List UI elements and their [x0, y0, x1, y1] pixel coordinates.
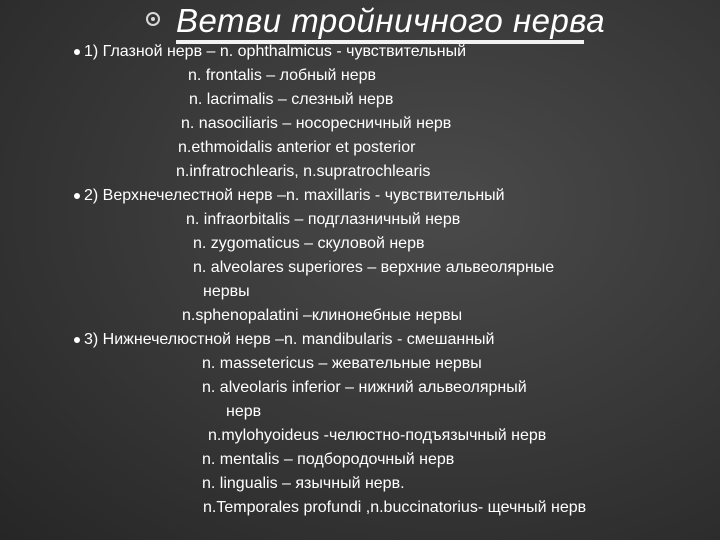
list-item: n.mylohyoideus -челюстно-подъязычный нерв: [208, 427, 547, 444]
list-item: n. nasociliaris – носоресничный нерв: [181, 115, 452, 132]
title-bullet-icon: [146, 12, 160, 26]
list-item: n. zygomaticus – скуловой нерв: [193, 235, 425, 252]
list-item: n.sphenopalatini –клинонебные нервы: [182, 307, 463, 324]
list-item: n.infratrochlearis, n.supratrochlearis: [176, 163, 431, 180]
branch-1-heading: 1) Глазной нерв – n. ophthalmicus - чувствительный: [84, 43, 467, 60]
list-item: n. frontalis – лобный нерв: [188, 67, 377, 84]
list-item: n.ethmoidalis anterior et posterior: [178, 139, 416, 156]
list-item: нерв: [226, 403, 262, 420]
list-item: нервы: [203, 283, 250, 300]
bullet-icon: [74, 337, 80, 343]
branch-2-heading: 2) Верхнечелестной нерв –n. maxillaris - чувствительный: [84, 187, 505, 204]
bullet-icon: [74, 49, 80, 55]
list-item: n. infraorbitalis – подглазничный нерв: [186, 211, 461, 228]
list-item: n.Temporales profundi ,n.buccinatorius- щечный нерв: [203, 499, 587, 516]
list-item: n. massetericus – жевательные нервы: [202, 355, 482, 372]
list-item: n. lacrimalis – слезный нерв: [189, 91, 394, 108]
branch-3-heading: 3) Нижнечелюстной нерв –n. mandibularis - смешанный: [84, 331, 495, 348]
slide-title: Ветви тройничного нерва: [176, 2, 606, 39]
bullet-icon: [74, 193, 80, 199]
list-item: n. alveolaris inferior – нижний альвеолярный: [202, 379, 527, 396]
list-item: n. alveolares superiores – верхние альвеолярные: [193, 259, 555, 276]
list-item: n. mentalis – подбородочный нерв: [202, 451, 455, 468]
list-item: n. lingualis – язычный нерв.: [202, 475, 405, 492]
